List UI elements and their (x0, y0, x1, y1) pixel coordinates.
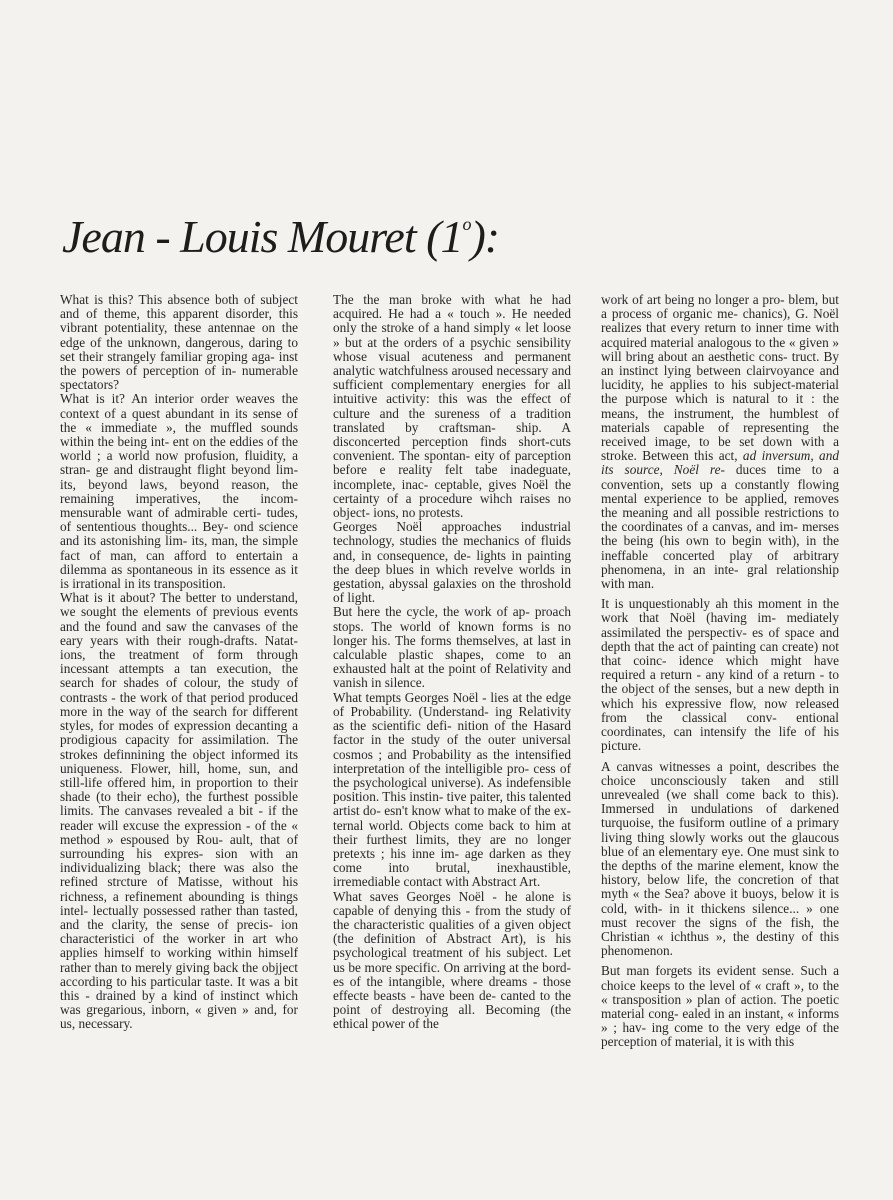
paragraph: A canvas witnesses a point, describes the choice unconsciously taken and still unrevealed (we shall come back to this). Immersed in undulations of darkened turquoise, the fusiform outline of a primary living thing slowly works out the glaucous blue of an elementary eye. One must sink to the depths of the marine element, know the history, below life, the concretion of that myth « the Sea? above it buoys, below it is cold, with- in it thickens silence... » one must recover the signs of the fish, the Christian « ichthus », the destiny of this phenomenon. (601, 758, 839, 959)
paragraph: The the man broke with what he had acquired. He had a « touch ». He needed only the stroke of a hand simply « let loose » but at the orders of a psychic sensibility whose visual acuteness and permanent analytic watchfulness aroused necessary and sufficient complementary energies for all intuitive activity: this was the effect of culture and the sureness of a tradition translated by craftsman- ship. A disconcerted perception finds short-cuts convenient. The spontan- eity of parception before e reality felt tabe inadeguate, incomplete, inac- ceptable, gives Noël the certainty of a procedure wihch raises no object- ions, no protests. (333, 292, 571, 521)
paragraph: What tempts Georges Noël - lies at the edge of Probability. (Understand- ing Relativity as the scientific defi- nition of the Hasard factor in the study of the outer universal cosmos ; and Probability as the intensified interpretation of the intelligible pro- cess of the psychological universe). As indefensible position. This instin- tive paiter, this talented artist do- esn't know what to make of the ex- ternal world. Objects come back to him at their furthest limits, they are no longer pretexts ; his inne im- age darken as they come into brutal, inexhaustible, irremediable contact with Abstract Art. (333, 689, 571, 890)
title-superscript: o (462, 214, 471, 234)
paragraph-part: work of art being no longer a pro- blem, but a process of organic me- chanics), G. Noël realizes that every return to inner time with acquired material analogous to the « given » will bring about an aesthetic cons- truct. By an instinct lying between clairvoyance and lucidity, he applies to his subject-material the purpose which is natural to it : the means, the instrument, the humblest of materials capable of representing the received image, to be set down with a stroke. Between this act, (601, 292, 839, 464)
italic-phrase: ad inversum, and its source, Noël re- (601, 448, 840, 478)
paragraph: What saves Georges Noël - he alone is capable of denying this - from the study of the characteristic qualities of a given object (the definition of Abstract Art), is his psychological treatment of his subject. Let us be more specific. On arriving at the bord- es of the intangible, where dreams - those effecte beasts - have been de- canted to the point of destroying all. Becoming (the ethical power of the (333, 888, 571, 1032)
paragraph: Georges Noël approaches industrial technology, studies the mechanics of fluids and, in consequence, de- lights in painting the deep blues in which revelve worlds in gestation, abyssal galaxies on the throshold of light. (333, 519, 571, 606)
paragraph: What is it? An interior order weaves the context of a quest abundant in its sense of the « immediate », the muffled sounds within the being int- ent on the eddies of the world ; a world now profusion, fluidity, a stran- ge and distraught flight beyond lim- its, beyond laws, beyond reason, the remaining imperatives, the incom- mensurable want of admirable certi- tudes, of sententious thoughts... Bey- ond science and its astonishing lim- its, man, the simple fact of man, can afford to entertain a dilemma as spontaneous in its essence as it is irrational in its transposition. (60, 391, 298, 592)
paragraph: It is unquestionably ah this moment in the work that Noël (having im- mediately assimilated the perspectiv- es of space and depth that the act of painting can create) not that coinc- idence which might have required a return - any kind of a return - to the object of the senses, but a new depth in which his expressive flow, now released from the classical conv- entional coordinates, can intensify the life of his picture. (601, 596, 839, 754)
paragraph: But man forgets its evident sense. Such a choice keeps to the level of « craft », to the « transposition » plan of action. The poetic material cong- ealed in an instant, « informs » ; hav- ing come to the very edge of the perception of material, it is with this (601, 963, 839, 1050)
paragraph-part: duces time to a convention, sets up a constantly flowing mental experience to be applied, removes the meaning and all possible restrictions to the coordinates of a canvas, and im- merses the being (his own to begin with), in the ineffable concerted play of arbitrary phenomena, in an inte- gral relationship with man. (601, 462, 839, 592)
title-main: Jean - Louis Mouret (1 (62, 211, 463, 262)
page-title (62, 210, 762, 263)
text-column-1 (60, 293, 298, 1032)
title-tail: ): (470, 211, 500, 262)
paragraph: What is this? This absence both of subject and of theme, this apparent disorder, this vibrant potentiality, these antennae on the edge of the unknown, dangerous, daring to set their strangely familiar groping aga- inst the powers of perception of in- numerable spectators? (60, 292, 298, 393)
text-column-3 (601, 293, 839, 1050)
paragraph: What is it about? The better to understand, we sought the elements of previous events and the found and saw the canvases of the eary years with their rough-drafts. Natat- ions, the treatment of form through incessant attempts a tan execution, the search for shades of colour, the study of contrasts - the work of that period produced more in the way of the search for different styles, for modes of expression decanting a prodigious capacity for assimilation. The strokes definnining the object informed its uniqueness. Flower, hill, home, sun, and still-life offered him, in proportion to their shade (to their echo), the furthest possible limits. The canvases revealed a bit - if the reader will excuse the expression - of the « method » espoused by Rou- ault, that of surrounding his expres- sion with an individualizing black; there was also the refined strcture of Matisse, without his richness, a refinement abounding is things intel- lectually possessed rather than tasted, and the clarity, the sense of precis- ion characteristici of the worker in art who applies himself to working within himself rather than to merely giving back the objject according to his particular taste. It was a bit this - drained by a kind of instinct which was gregarious, inborn, « given » and, for us, necessary. (60, 590, 298, 1032)
paragraph (601, 293, 839, 591)
paragraph: But here the cycle, the work of ap- proach stops. The world of known forms is no longer his. The forms themselves, at last in calculable plastic shapes, come to an exhausted halt at the point of Relativity and vanish in silence. (333, 604, 571, 691)
text-column-2 (333, 293, 571, 1032)
